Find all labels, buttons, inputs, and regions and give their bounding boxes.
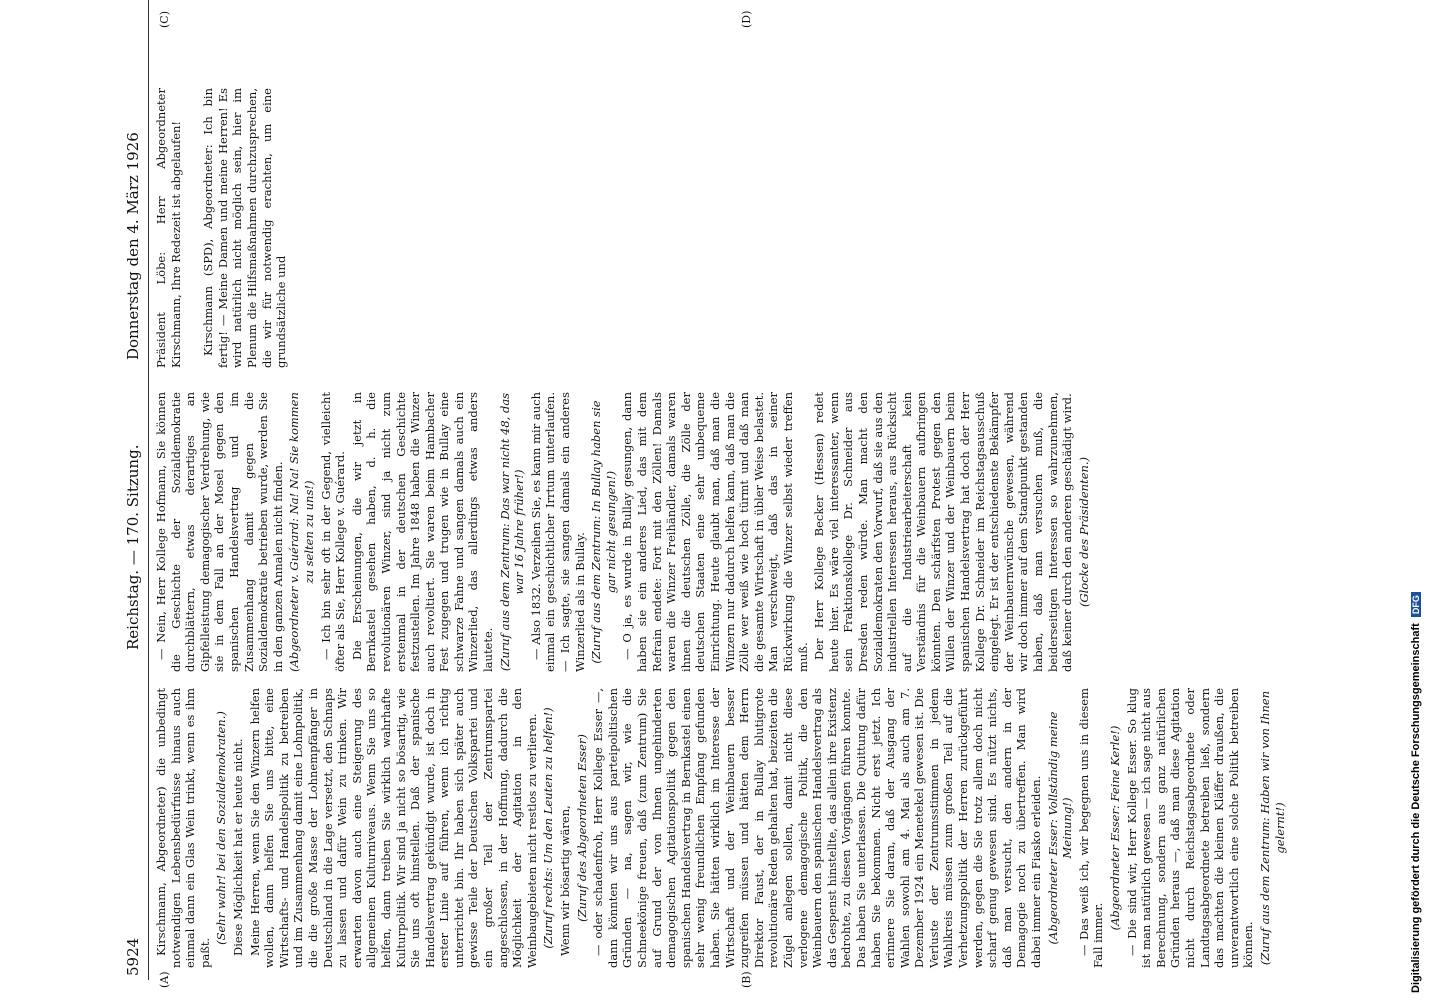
margin-marker-c: (C): [158, 11, 171, 28]
paragraph: Der Herr Kollege Becker (Hessen) redet heute hier. Es wäre viel interessanter, wenn sein Fraktionskollege Dr. Schneider aus Dresden reden würde. Man macht den Sozialdemokraten den Vorwurf, daß sie aus den industriellen Interessen heraus, aus Rücksicht auf die Industriearbeiterschaft kein Verständnis für die Weinbauern aufbringen könnten. Den schärfsten Protest gegen den Willen der Winzer und der Weinbauern beim spanischen Handelsvertrag hat doch der Herr Kollege Dr. Schneider im Reichstagsausschuß eingelegt. Er ist der entschiedenste Bekämpfer der Weinbauernwünsche gewesen, während wir doch immer auf dem Standpunkt gestanden haben, daß man versuchen muß, die beiderseitigen Interessen so wahrzunehmen, daß keiner durch den anderen geschädigt wird.: [812, 392, 1075, 672]
paragraph: — Also 1832. Verzeihen Sie, es kann mir auch einmal ein geschichtlicher Irrtum unterlaufen. — Ich sagte, sie sangen damals ein anderes Winzerlied als in Bullay.: [528, 392, 587, 672]
margin-marker-d: (D): [740, 10, 753, 28]
paragraph: Kirschmann, Abgeordneter) die unbedingt notwendigen Lebensbedürfnisse hinaus auch einmal dann ein Glas Wein trinkt, wenn es ihm paßt.: [154, 688, 212, 968]
paragraph: Diese Möglichkeit hat er heute nicht.: [230, 738, 245, 956]
text-column-right: [154, 88, 291, 368]
paragraph: — Das weiß ich, wir begegnen uns in diesem Fall immer.: [1076, 688, 1106, 968]
interjection: (Abgeordneter Esser: Feine Kerle!): [1108, 725, 1122, 931]
paragraph: Präsident Löbe: Herr Abgeordneter Kirschmann, Ihre Redezeit ist abgelaufen!: [154, 88, 183, 368]
paragraph: Die Erscheinungen, die wir jetzt in Bernkastel gesehen haben, d. h. die revolutionären Winzer, sind ja nicht zum erstenmal in der deutschen Geschichte festzustellen. Im Jahre 1848 haben die Winzer auch revoltiert. Sie waren beim Hambacher Fest zugegen und trugen wie in Bullay eine schwarze Fahne und sangen damals auch ein Winzerlied, das allerdings etwas anders lautete.: [349, 392, 496, 672]
credit-text: Digitalisierung gefördert durch die Deutsche Forschungsgemeinschaft: [1410, 623, 1422, 993]
paragraph: — Die sind wir, Herr Kollege Esser. So klug ist man natürlich gewesen — ich sage nicht aus Berechnung, sondern aus ganz natürlichen Gründen heraus —, daß man diese Agitation nicht durch Reichstagsabgeordnete oder Landtagsabgeordnete betreiben ließ, sondern das machten die kleinen Kläffer draußen, die unverantwortlich eine solche Politik betreiben können.: [1124, 688, 1256, 968]
interjection: (Abgeordneter Esser: Vollständig meine Meinung!): [1045, 711, 1075, 945]
paragraph: — oder schadenfroh, Herr Kollege Esser —, dann könnten wir uns aus parteipolitischen Gründen — na, sagen wir, wie die Schneekönige freuen, daß (zum Zentrum) Sie auf Grund der von Ihnen ungehinderten demagogischen Agitationspolitik gegen den spanischen Handelsvertrag in Bernkastel einen sehr wenig freundlichen Empfang gefunden haben. Sie hätten wirklich im Interesse der Wirtschaft und der Weinbauern besser zugreifen müssen und hätten dem Herrn Direktor Faust, der in Bullay blutigrote revolutionäre Reden gehalten hat, beizeiten die Zügel anlegen sollen, damit nicht diese verlogene demagogische Politik, die den Weinbauern den spanischen Handelsvertrag als das Gespenst hinstellte, das allein ihre Existenz bedrohte, zu diesen Vorgängen führen konnte. Das haben Sie unterlassen. Die Quittung dafür haben Sie bekommen. Nicht erst jetzt. Ich erinnere Sie daran, daß der Ausgang der Wahlen sowohl am 4. Mai als auch am 7. Dezember 1924 ein Menetekel gewesen ist. Die Verluste der Zentrumsstimmen in jedem Wahlkreis müssen zum großen Teil auf die Verhetzungspolitik der Herren zurückgeführt werden, gegen die Sie trotz allem doch nicht scharf genug gewesen sind. Es nützt nichts, daß man versucht, den andern in der Demagogie noch zu übertreffen. Man wird dabei immer ein Fiasko erleiden.: [591, 688, 1044, 968]
document-page: [100, 0, 1400, 990]
page-number: 5924: [124, 937, 142, 976]
text-column-middle: [154, 392, 1093, 672]
scanned-page: [100, 0, 1400, 990]
margin-marker-b: (B): [740, 971, 753, 988]
interjection: (Zuruf rechts: Um den Leuten zu helfen!): [541, 707, 556, 949]
paragraph: Wenn wir bösartig wären,: [558, 805, 573, 956]
paragraph: — Nein, Herr Kollege Hofmann, Sie können die Geschichte der Sozialdemokratie durchblättern, etwas derartiges an Gipfelleistung demagogischer Verdrehung, wie sie in dem Fall an der Mosel gegen den spanischen Handelsvertrag und im Zusammenhang damit gegen die Sozialdemokratie betrieben wurde, werden Sie in den ganzen Annalen nicht finden.: [154, 392, 285, 672]
interjection: (Zuruf aus dem Zentrum: Haben wir von Ihnen gelernt!): [1257, 690, 1287, 966]
interjection: (Glocke des Präsidenten.): [1076, 456, 1091, 608]
interjection: (Sehr wahr! bei den Sozialdemokraten.): [214, 711, 229, 945]
session-date: Donnerstag den 4. März 1926: [124, 132, 142, 360]
paragraph: — Ich bin sehr oft in der Gegend, vielleicht öfter als Sie, Herr Kollege v. Guérard.: [318, 392, 348, 672]
running-title: Reichstag. — 170. Sitzung.: [124, 444, 142, 650]
interjection: (Zuruf aus dem Zentrum: In Bullay haben sie gar nicht gesungen!): [589, 400, 618, 664]
dfg-logo: DFG: [1411, 592, 1421, 617]
margin-marker-a: (A): [158, 971, 171, 988]
text-column-left: [154, 688, 1289, 968]
paragraph: Meine Herren, wenn Sie den Winzern helfen wollen, dann helfen Sie uns bitte, eine Wirtschafts- und Handelspolitik zu betreiben und im Zusammenhang damit eine Lohnpolitik, die die große Masse der Lohnempfänger in Deutschland in die Lage versetzt, den Schnaps zu lassen und dafür Wein zu trinken. Wir erwarten davon auch eine Steigerung des allgemeinen Kulturniveaus. Wenn Sie uns so helfen, dann treiben Sie wirklich wahrhafte Kulturpolitik. Wir sind ja nicht so bösartig, wie Sie uns oft hinstellen. Daß der spanische Handelsvertrag gekündigt wurde, ist doch in erster Linie auf führen, wenn ich richtig unterrichtet bin. Ihr haben sich später auch gewisse Teile der Deutschen Volkspartei und ein großer Teil der Zentrumspartei angeschlossen, in der Hoffnung, dadurch die Möglichkeit der Agitation in den Weinbaugebieten nicht restlos zu verlieren.: [247, 688, 539, 968]
dfg-credit: [1410, 8, 1426, 993]
paragraph: — O ja, es wurde in Bullay gesungen, dann haben sie ein anderes Lied, das mit dem Refrain endete: Fort mit den Zöllen! Damals waren die Winzer Freihändler, damals waren ihnen die deutschen Zölle, die Zölle der deutschen Staaten eine sehr unbequeme Einrichtung. Heute glaubt man, daß man die Winzern nur dadurch helfen kann, daß man die Zölle wer weiß wie hoch türmt und daß man die gesamte Wirtschaft in übler Weise belastet. Man verschweigt, daß das in seiner Rückwirkung die Winzer selbst wieder treffen muß.: [620, 392, 810, 672]
interjection: (Zuruf aus dem Zentrum: Das war nicht 48, das war 16 Jahre früher!): [497, 392, 527, 672]
paragraph: Kirschmann (SPD), Abgeordneter: Ich bin fertig! — Meine Damen und meine Herren! Es wird natürlich nicht möglich sein, hier im Plenum die Hilfsmaßnahmen durchzusprechen, die wir für notwendig erachten, um eine grundsätzliche und: [201, 88, 289, 368]
interjection: (Zuruf des Abgeordneten Esser): [574, 734, 589, 922]
interjection: (Abgeordneter v. Guérard: Na! Na! Sie kommen zu selten zu uns!): [287, 392, 316, 672]
page-header: [120, 0, 149, 980]
